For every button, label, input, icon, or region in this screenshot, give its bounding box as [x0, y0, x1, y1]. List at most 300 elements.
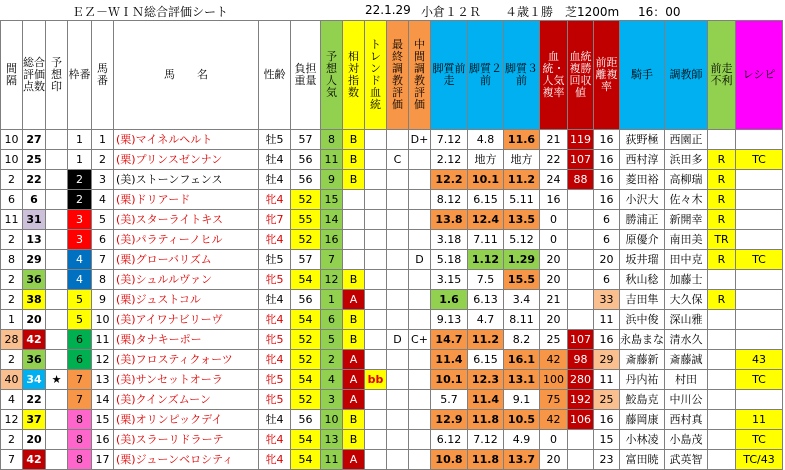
recipe-cell: TC	[736, 430, 783, 450]
horse-name-cell: (美)パラティーノヒル	[114, 230, 259, 250]
trend-cell: bb	[365, 370, 387, 390]
style-2nd-cell: 11.4	[468, 390, 504, 410]
race-class: ４歳１勝	[505, 5, 554, 19]
blood-pop-rate-cell: 25	[540, 330, 568, 350]
table-row	[1, 330, 783, 350]
horse-name-cell: (栗)マイネルヘルト	[114, 130, 259, 150]
final-training-cell	[387, 230, 409, 250]
trend-cell	[365, 250, 387, 270]
umaban-cell: 15	[92, 410, 114, 430]
blood-pop-rate-cell: 20	[540, 450, 568, 470]
recipe-cell: TC/43	[736, 450, 783, 470]
popularity-cell: 13	[321, 430, 343, 450]
relative-index-cell: A	[343, 370, 365, 390]
relative-index-cell: B	[343, 270, 365, 290]
umaban-cell: 6	[92, 230, 114, 250]
style-2nd-cell: 4.8	[468, 130, 504, 150]
trainer-cell: 南田美	[665, 230, 708, 250]
col-header: 血統・人気複率	[540, 21, 568, 130]
style-3rd-cell: 16.1	[504, 350, 540, 370]
relative-index-cell	[343, 210, 365, 230]
last-trouble-cell	[708, 390, 736, 410]
sex-age-cell: 牡5	[259, 130, 291, 150]
umaban-cell: 1	[92, 130, 114, 150]
style-last-cell: 11.4	[431, 350, 468, 370]
weight-cell: 52	[291, 330, 321, 350]
mid-training-cell: D	[409, 250, 431, 270]
blood-return-cell: 107	[568, 150, 594, 170]
sex-age-cell: 牡4	[259, 290, 291, 310]
table-row	[1, 130, 783, 150]
horse-name-cell: (美)シュルルヴァン	[114, 270, 259, 290]
popularity-cell: 14	[321, 210, 343, 230]
trend-cell	[365, 290, 387, 310]
weight-cell: 54	[291, 430, 321, 450]
style-last-cell: 3.18	[431, 230, 468, 250]
mark-cell	[46, 410, 68, 430]
trainer-cell: 新開幸	[665, 210, 708, 230]
relative-index-cell: A	[343, 350, 365, 370]
style-3rd-cell: 5.11	[504, 190, 540, 210]
score-cell: 31	[23, 210, 46, 230]
popularity-cell: 12	[321, 270, 343, 290]
interval-cell: 28	[1, 330, 23, 350]
evaluation-table	[0, 20, 783, 470]
blood-pop-rate-cell: 20	[540, 270, 568, 290]
blood-return-cell: 192	[568, 390, 594, 410]
style-3rd-cell: 13.7	[504, 450, 540, 470]
distance-rate-cell: 6	[594, 270, 620, 290]
last-trouble-cell: R	[708, 190, 736, 210]
trainer-cell: 大久保	[665, 290, 708, 310]
umaban-cell: 4	[92, 190, 114, 210]
score-cell: 25	[23, 150, 46, 170]
mark-cell	[46, 190, 68, 210]
interval-cell: 6	[1, 190, 23, 210]
mid-training-cell	[409, 310, 431, 330]
col-header: 騎手	[620, 21, 665, 130]
style-3rd-cell: 11.2	[504, 170, 540, 190]
weight-cell: 54	[291, 310, 321, 330]
popularity-cell: 7	[321, 250, 343, 270]
umaban-cell: 16	[92, 430, 114, 450]
trend-cell	[365, 130, 387, 150]
horse-name-cell: (栗)タナキーポー	[114, 330, 259, 350]
popularity-cell: 4	[321, 370, 343, 390]
umaban-cell: 9	[92, 290, 114, 310]
mid-training-cell	[409, 290, 431, 310]
horse-name-cell: (栗)ジュストコル	[114, 290, 259, 310]
style-2nd-cell: 12.3	[468, 370, 504, 390]
jockey-cell: 永島まな	[620, 330, 665, 350]
trainer-cell: 高柳瑞	[665, 170, 708, 190]
table-row	[1, 190, 783, 210]
trend-cell	[365, 270, 387, 290]
sex-age-cell: 牝4	[259, 190, 291, 210]
blood-pop-rate-cell: 22	[540, 150, 568, 170]
distance-rate-cell: 16	[594, 130, 620, 150]
race-course: 芝1200m	[565, 5, 620, 19]
blood-pop-rate-cell: 42	[540, 410, 568, 430]
mid-training-cell	[409, 170, 431, 190]
final-training-cell	[387, 310, 409, 330]
umaban-cell: 2	[92, 150, 114, 170]
blood-pop-rate-cell: 20	[540, 310, 568, 330]
last-trouble-cell	[708, 330, 736, 350]
relative-index-cell: B	[343, 310, 365, 330]
style-2nd-cell: 7.12	[468, 430, 504, 450]
recipe-cell	[736, 130, 783, 150]
waku-cell: 5	[68, 290, 92, 310]
final-training-cell	[387, 390, 409, 410]
waku-cell: 8	[68, 450, 92, 470]
final-training-cell: D	[387, 330, 409, 350]
blood-return-cell	[568, 310, 594, 330]
final-training-cell	[387, 130, 409, 150]
style-3rd-cell: 11.6	[504, 130, 540, 150]
final-training-cell	[387, 250, 409, 270]
interval-cell: 8	[1, 250, 23, 270]
blood-pop-rate-cell: 0	[540, 430, 568, 450]
weight-cell: 54	[291, 450, 321, 470]
relative-index-cell	[343, 230, 365, 250]
waku-cell: 3	[68, 210, 92, 230]
last-trouble-cell: R	[708, 170, 736, 190]
score-cell: 37	[23, 410, 46, 430]
popularity-cell: 11	[321, 150, 343, 170]
style-2nd-cell: 11.8	[468, 410, 504, 430]
blood-pop-rate-cell: 100	[540, 370, 568, 390]
col-header: 総合評価点数	[23, 21, 46, 130]
style-last-cell: 2.12	[431, 150, 468, 170]
last-trouble-cell	[708, 350, 736, 370]
score-cell: 38	[23, 290, 46, 310]
sheet-title: ＥＺ－ＷＩＮ総合評価シート	[72, 5, 229, 19]
col-header: 調教師	[665, 21, 708, 130]
waku-cell: 7	[68, 390, 92, 410]
last-trouble-cell: R	[708, 290, 736, 310]
distance-rate-cell: 16	[594, 410, 620, 430]
sex-age-cell: 牝4	[259, 350, 291, 370]
umaban-cell: 3	[92, 170, 114, 190]
weight-cell: 56	[291, 410, 321, 430]
final-training-cell	[387, 370, 409, 390]
umaban-cell: 13	[92, 370, 114, 390]
waku-cell: 4	[68, 250, 92, 270]
blood-return-cell: 106	[568, 410, 594, 430]
recipe-cell: TC	[736, 150, 783, 170]
trainer-cell: 西村真	[665, 410, 708, 430]
col-header: 予想人気	[321, 21, 343, 130]
trainer-cell: 佐々木	[665, 190, 708, 210]
style-2nd-cell: 11.8	[468, 450, 504, 470]
waku-cell: 3	[68, 230, 92, 250]
last-trouble-cell	[708, 270, 736, 290]
col-header: 脚質２前	[468, 21, 504, 130]
sex-age-cell: 牝7	[259, 210, 291, 230]
horse-name-cell: (美)サンセットオーラ	[114, 370, 259, 390]
style-last-cell: 5.18	[431, 250, 468, 270]
score-cell: 29	[23, 250, 46, 270]
interval-cell: 1	[1, 310, 23, 330]
final-training-cell	[387, 210, 409, 230]
blood-return-cell	[568, 210, 594, 230]
blood-return-cell: 98	[568, 350, 594, 370]
blood-pop-rate-cell: 42	[540, 350, 568, 370]
score-cell: 36	[23, 270, 46, 290]
popularity-cell: 16	[321, 230, 343, 250]
style-2nd-cell: 6.13	[468, 290, 504, 310]
trend-cell	[365, 210, 387, 230]
trainer-cell: 浜田多	[665, 150, 708, 170]
distance-rate-cell: 33	[594, 290, 620, 310]
interval-cell: 40	[1, 370, 23, 390]
jockey-cell: 菱田裕	[620, 170, 665, 190]
jockey-cell: 丹内祐	[620, 370, 665, 390]
table-body	[1, 130, 783, 470]
trainer-cell: 斎藤誠	[665, 350, 708, 370]
last-trouble-cell	[708, 370, 736, 390]
mid-training-cell	[409, 410, 431, 430]
jockey-cell: 秋山稔	[620, 270, 665, 290]
weight-cell: 52	[291, 390, 321, 410]
last-trouble-cell: R	[708, 210, 736, 230]
interval-cell: 10	[1, 130, 23, 150]
col-header: 馬番	[92, 21, 114, 130]
blood-pop-rate-cell: 16	[540, 190, 568, 210]
mark-cell	[46, 330, 68, 350]
trainer-cell: 中川公	[665, 390, 708, 410]
distance-rate-cell: 16	[594, 150, 620, 170]
mid-training-cell	[409, 390, 431, 410]
weight-cell: 55	[291, 210, 321, 230]
waku-cell: 7	[68, 370, 92, 390]
blood-return-cell	[568, 230, 594, 250]
horse-name-cell: (美)スラーリドラーテ	[114, 430, 259, 450]
blood-pop-rate-cell: 75	[540, 390, 568, 410]
distance-rate-cell: 16	[594, 330, 620, 350]
horse-name-cell: (美)アイワナビリーヴ	[114, 310, 259, 330]
relative-index-cell	[343, 250, 365, 270]
col-header: 性齢	[259, 21, 291, 130]
trainer-cell: 加藤士	[665, 270, 708, 290]
trend-cell	[365, 310, 387, 330]
title-bar	[0, 0, 785, 20]
trainer-cell: 小島茂	[665, 430, 708, 450]
jockey-cell: 小沢大	[620, 190, 665, 210]
table-row	[1, 150, 783, 170]
style-3rd-cell: 1.29	[504, 250, 540, 270]
blood-return-cell	[568, 430, 594, 450]
distance-rate-cell: 16	[594, 190, 620, 210]
style-last-cell: 8.12	[431, 190, 468, 210]
interval-cell: 12	[1, 410, 23, 430]
trend-cell	[365, 150, 387, 170]
table-row	[1, 230, 783, 250]
mark-cell	[46, 430, 68, 450]
jockey-cell: 鮫島克	[620, 390, 665, 410]
waku-cell: 2	[68, 190, 92, 210]
col-header: 負担重量	[291, 21, 321, 130]
trend-cell	[365, 390, 387, 410]
last-trouble-cell	[708, 130, 736, 150]
interval-cell: 2	[1, 170, 23, 190]
recipe-cell	[736, 170, 783, 190]
mid-training-cell: D+	[409, 130, 431, 150]
style-2nd-cell: 11.2	[468, 330, 504, 350]
blood-pop-rate-cell: 0	[540, 210, 568, 230]
popularity-cell: 5	[321, 330, 343, 350]
mark-cell	[46, 290, 68, 310]
trend-cell	[365, 190, 387, 210]
last-trouble-cell: R	[708, 250, 736, 270]
trend-cell	[365, 230, 387, 250]
style-3rd-cell: 13.5	[504, 210, 540, 230]
table-row	[1, 310, 783, 330]
distance-rate-cell: 11	[594, 310, 620, 330]
umaban-cell: 10	[92, 310, 114, 330]
trend-cell	[365, 330, 387, 350]
col-header: 相対指数	[343, 21, 365, 130]
style-last-cell: 1.6	[431, 290, 468, 310]
style-3rd-cell: 10.5	[504, 410, 540, 430]
weight-cell: 57	[291, 130, 321, 150]
umaban-cell: 8	[92, 270, 114, 290]
style-last-cell: 13.8	[431, 210, 468, 230]
waku-cell: 6	[68, 350, 92, 370]
blood-return-cell	[568, 250, 594, 270]
blood-return-cell	[568, 290, 594, 310]
mark-cell	[46, 350, 68, 370]
horse-name-cell: (栗)プリンスゼンナン	[114, 150, 259, 170]
weight-cell: 52	[291, 350, 321, 370]
distance-rate-cell: 6	[594, 230, 620, 250]
style-2nd-cell: 1.12	[468, 250, 504, 270]
final-training-cell	[387, 350, 409, 370]
final-training-cell	[387, 290, 409, 310]
relative-index-cell: B	[343, 330, 365, 350]
blood-return-cell	[568, 190, 594, 210]
col-header: 前距離複率	[594, 21, 620, 130]
jockey-cell: 富田暁	[620, 450, 665, 470]
race-number: 小倉１２Ｒ	[421, 5, 482, 19]
col-header: 中間調教評価	[409, 21, 431, 130]
blood-pop-rate-cell: 24	[540, 170, 568, 190]
jockey-cell: 原優介	[620, 230, 665, 250]
weight-cell: 52	[291, 230, 321, 250]
last-trouble-cell: R	[708, 150, 736, 170]
final-training-cell	[387, 270, 409, 290]
sex-age-cell: 牝4	[259, 310, 291, 330]
score-cell: 22	[23, 170, 46, 190]
mark-cell	[46, 150, 68, 170]
last-trouble-cell	[708, 430, 736, 450]
col-header: 馬 名	[114, 21, 259, 130]
table-row	[1, 270, 783, 290]
last-trouble-cell: TR	[708, 230, 736, 250]
interval-cell: 2	[1, 270, 23, 290]
distance-rate-cell: 29	[594, 350, 620, 370]
horse-name-cell: (美)フロスティクォーツ	[114, 350, 259, 370]
blood-return-cell: 88	[568, 170, 594, 190]
style-last-cell: 10.8	[431, 450, 468, 470]
score-cell: 20	[23, 310, 46, 330]
recipe-cell	[736, 230, 783, 250]
style-3rd-cell: 地方	[504, 150, 540, 170]
mid-training-cell	[409, 230, 431, 250]
style-last-cell: 3.15	[431, 270, 468, 290]
recipe-cell	[736, 310, 783, 330]
distance-rate-cell: 23	[594, 450, 620, 470]
blood-return-cell: 119	[568, 130, 594, 150]
blood-return-cell	[568, 270, 594, 290]
popularity-cell: 6	[321, 310, 343, 330]
sex-age-cell: 牡5	[259, 250, 291, 270]
waku-cell: 1	[68, 150, 92, 170]
recipe-cell: 43	[736, 350, 783, 370]
style-3rd-cell: 8.2	[504, 330, 540, 350]
waku-cell: 8	[68, 410, 92, 430]
relative-index-cell: A	[343, 390, 365, 410]
sex-age-cell: 牝5	[259, 330, 291, 350]
style-3rd-cell: 9.1	[504, 390, 540, 410]
mid-training-cell	[409, 430, 431, 450]
sex-age-cell: 牝4	[259, 450, 291, 470]
score-cell: 36	[23, 350, 46, 370]
recipe-cell	[736, 390, 783, 410]
mid-training-cell	[409, 370, 431, 390]
style-3rd-cell: 8.11	[504, 310, 540, 330]
recipe-cell	[736, 270, 783, 290]
style-2nd-cell: 7.5	[468, 270, 504, 290]
popularity-cell: 11	[321, 450, 343, 470]
waku-cell: 4	[68, 270, 92, 290]
distance-rate-cell: 20	[594, 250, 620, 270]
style-3rd-cell: 4.9	[504, 430, 540, 450]
table-row	[1, 290, 783, 310]
recipe-cell	[736, 330, 783, 350]
popularity-cell: 1	[321, 290, 343, 310]
sex-age-cell: 牡4	[259, 170, 291, 190]
mid-training-cell	[409, 350, 431, 370]
final-training-cell: C	[387, 150, 409, 170]
final-training-cell	[387, 170, 409, 190]
trend-cell	[365, 170, 387, 190]
final-training-cell	[387, 190, 409, 210]
interval-cell: 10	[1, 150, 23, 170]
style-3rd-cell: 3.4	[504, 290, 540, 310]
waku-cell: 2	[68, 170, 92, 190]
horse-name-cell: (栗)オリンピックデイ	[114, 410, 259, 430]
mid-training-cell	[409, 150, 431, 170]
umaban-cell: 12	[92, 350, 114, 370]
style-last-cell: 14.7	[431, 330, 468, 350]
interval-cell: 2	[1, 230, 23, 250]
blood-return-cell: 107	[568, 330, 594, 350]
jockey-cell: 浜中俊	[620, 310, 665, 330]
style-last-cell: 7.12	[431, 130, 468, 150]
col-header: 脚質３前	[504, 21, 540, 130]
style-last-cell: 12.9	[431, 410, 468, 430]
jockey-cell: 勝浦正	[620, 210, 665, 230]
weight-cell: 52	[291, 190, 321, 210]
col-header: 予想印	[46, 21, 68, 130]
interval-cell: 11	[1, 210, 23, 230]
sex-age-cell: 牝5	[259, 370, 291, 390]
horse-name-cell: (栗)ドリアード	[114, 190, 259, 210]
style-2nd-cell: 12.4	[468, 210, 504, 230]
style-last-cell: 5.7	[431, 390, 468, 410]
